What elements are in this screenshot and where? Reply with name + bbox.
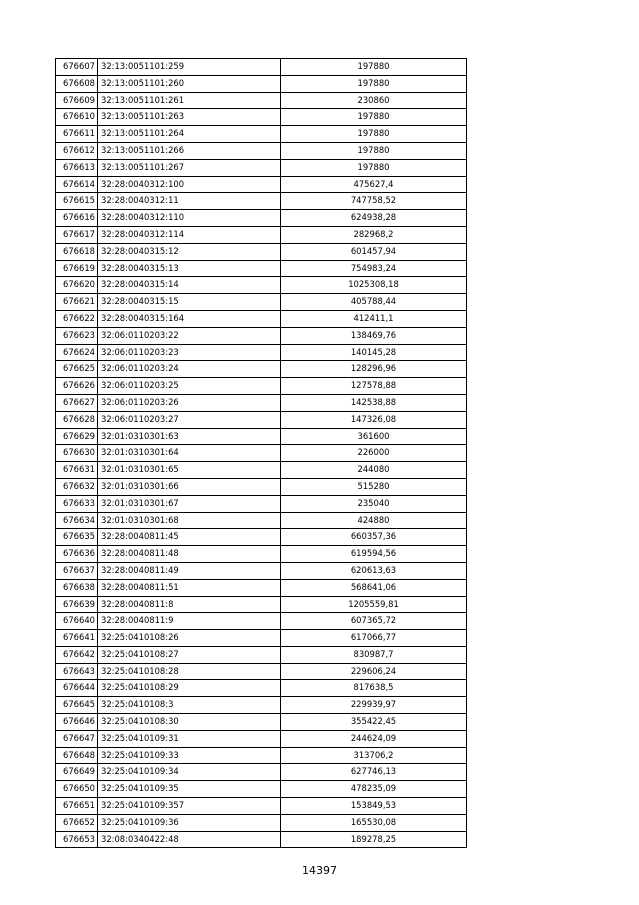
cadastral-value-cell: 197880 — [281, 75, 467, 92]
cadastral-value-cell: 147326,08 — [281, 411, 467, 428]
cadastral-number-cell: 32:13:0051101:261 — [98, 92, 281, 109]
table-row — [56, 512, 467, 529]
cadastral-value-cell: 128296,96 — [281, 361, 467, 378]
row-id-cell: 676635 — [56, 529, 98, 546]
cadastral-value-cell: 229939,97 — [281, 697, 467, 714]
table-row — [56, 75, 467, 92]
row-id-cell: 676645 — [56, 697, 98, 714]
table-row — [56, 310, 467, 327]
cadastral-number-cell: 32:28:0040811:51 — [98, 579, 281, 596]
cadastral-number-cell: 32:06:0110203:26 — [98, 394, 281, 411]
cadastral-number-cell: 32:13:0051101:264 — [98, 126, 281, 143]
row-id-cell: 676624 — [56, 344, 98, 361]
cadastral-value-cell: 830987,7 — [281, 646, 467, 663]
cadastral-number-cell: 32:01:0310301:63 — [98, 428, 281, 445]
cadastral-value-cell: 478235,09 — [281, 781, 467, 798]
cadastral-value-cell: 127578,88 — [281, 378, 467, 395]
cadastral-value-cell: 355422,45 — [281, 714, 467, 731]
row-id-cell: 676644 — [56, 680, 98, 697]
row-id-cell: 676649 — [56, 764, 98, 781]
cadastral-value-cell: 619594,56 — [281, 546, 467, 563]
cadastral-number-cell: 32:25:0410108:28 — [98, 663, 281, 680]
cadastral-value-cell: 424880 — [281, 512, 467, 529]
cadastral-value-cell: 1025308,18 — [281, 277, 467, 294]
row-id-cell: 676641 — [56, 630, 98, 647]
table-row — [56, 126, 467, 143]
row-id-cell: 676653 — [56, 831, 98, 848]
table-row — [56, 294, 467, 311]
row-id-cell: 676628 — [56, 411, 98, 428]
cadastral-value-cell: 475627,4 — [281, 176, 467, 193]
cadastral-value-cell: 140145,28 — [281, 344, 467, 361]
cadastral-number-cell: 32:13:0051101:267 — [98, 159, 281, 176]
table-row — [56, 798, 467, 815]
row-id-cell: 676611 — [56, 126, 98, 143]
cadastral-number-cell: 32:28:0040312:110 — [98, 210, 281, 227]
cadastral-value-cell: 197880 — [281, 126, 467, 143]
row-id-cell: 676623 — [56, 327, 98, 344]
table-row — [56, 747, 467, 764]
table-row — [56, 59, 467, 76]
cadastral-value-cell: 197880 — [281, 142, 467, 159]
table-row — [56, 814, 467, 831]
cadastral-number-cell: 32:01:0310301:68 — [98, 512, 281, 529]
cadastral-number-cell: 32:25:0410109:357 — [98, 798, 281, 815]
cadastral-number-cell: 32:28:0040312:100 — [98, 176, 281, 193]
table-row — [56, 243, 467, 260]
cadastral-number-cell: 32:28:0040315:12 — [98, 243, 281, 260]
cadastral-value-cell: 660357,36 — [281, 529, 467, 546]
cadastral-value-cell: 197880 — [281, 59, 467, 76]
row-id-cell: 676616 — [56, 210, 98, 227]
table-row — [56, 781, 467, 798]
table-row — [56, 411, 467, 428]
row-id-cell: 676629 — [56, 428, 98, 445]
cadastral-value-cell: 197880 — [281, 159, 467, 176]
table-row — [56, 680, 467, 697]
table-row — [56, 714, 467, 731]
row-id-cell: 676608 — [56, 75, 98, 92]
row-id-cell: 676620 — [56, 277, 98, 294]
cadastral-value-table — [55, 58, 467, 848]
cadastral-number-cell: 32:25:0410108:3 — [98, 697, 281, 714]
table-row — [56, 92, 467, 109]
table-row — [56, 378, 467, 395]
cadastral-number-cell: 32:25:0410108:29 — [98, 680, 281, 697]
cadastral-number-cell: 32:06:0110203:23 — [98, 344, 281, 361]
row-id-cell: 676639 — [56, 596, 98, 613]
row-id-cell: 676633 — [56, 495, 98, 512]
cadastral-value-cell: 617066,77 — [281, 630, 467, 647]
table-row — [56, 260, 467, 277]
cadastral-number-cell: 32:28:0040811:8 — [98, 596, 281, 613]
row-id-cell: 676627 — [56, 394, 98, 411]
cadastral-number-cell: 32:01:0310301:65 — [98, 462, 281, 479]
row-id-cell: 676634 — [56, 512, 98, 529]
cadastral-value-cell: 361600 — [281, 428, 467, 445]
table-row — [56, 730, 467, 747]
table-row — [56, 562, 467, 579]
row-id-cell: 676622 — [56, 310, 98, 327]
table-row — [56, 646, 467, 663]
cadastral-value-cell: 627746,13 — [281, 764, 467, 781]
cadastral-value-cell: 607365,72 — [281, 613, 467, 630]
table-row — [56, 210, 467, 227]
cadastral-value-cell: 226000 — [281, 445, 467, 462]
row-id-cell: 676613 — [56, 159, 98, 176]
cadastral-value-cell: 601457,94 — [281, 243, 467, 260]
cadastral-number-cell: 32:25:0410108:30 — [98, 714, 281, 731]
cadastral-number-cell: 32:01:0310301:66 — [98, 478, 281, 495]
row-id-cell: 676618 — [56, 243, 98, 260]
table-row — [56, 277, 467, 294]
cadastral-value-cell: 229606,24 — [281, 663, 467, 680]
cadastral-number-cell: 32:13:0051101:263 — [98, 109, 281, 126]
cadastral-number-cell: 32:25:0410109:34 — [98, 764, 281, 781]
cadastral-value-cell: 1205559,81 — [281, 596, 467, 613]
cadastral-value-cell: 313706,2 — [281, 747, 467, 764]
cadastral-value-cell: 412411,1 — [281, 310, 467, 327]
table-row — [56, 546, 467, 563]
row-id-cell: 676612 — [56, 142, 98, 159]
cadastral-number-cell: 32:28:0040811:9 — [98, 613, 281, 630]
table-row — [56, 361, 467, 378]
table-row — [56, 529, 467, 546]
cadastral-value-cell: 568641,06 — [281, 579, 467, 596]
cadastral-number-cell: 32:28:0040811:45 — [98, 529, 281, 546]
row-id-cell: 676617 — [56, 226, 98, 243]
row-id-cell: 676651 — [56, 798, 98, 815]
cadastral-value-cell: 754983,24 — [281, 260, 467, 277]
cadastral-number-cell: 32:28:0040315:15 — [98, 294, 281, 311]
cadastral-value-cell: 244080 — [281, 462, 467, 479]
row-id-cell: 676642 — [56, 646, 98, 663]
table-row — [56, 495, 467, 512]
table-row — [56, 344, 467, 361]
row-id-cell: 676615 — [56, 193, 98, 210]
cadastral-number-cell: 32:08:0340422:48 — [98, 831, 281, 848]
cadastral-number-cell: 32:25:0410109:35 — [98, 781, 281, 798]
row-id-cell: 676648 — [56, 747, 98, 764]
row-id-cell: 676630 — [56, 445, 98, 462]
table-row — [56, 478, 467, 495]
cadastral-table-container — [55, 58, 466, 848]
cadastral-number-cell: 32:01:0310301:64 — [98, 445, 281, 462]
cadastral-number-cell: 32:13:0051101:266 — [98, 142, 281, 159]
cadastral-number-cell: 32:28:0040315:14 — [98, 277, 281, 294]
row-id-cell: 676619 — [56, 260, 98, 277]
cadastral-number-cell: 32:06:0110203:22 — [98, 327, 281, 344]
table-row — [56, 596, 467, 613]
cadastral-number-cell: 32:25:0410109:33 — [98, 747, 281, 764]
table-row — [56, 630, 467, 647]
row-id-cell: 676614 — [56, 176, 98, 193]
row-id-cell: 676631 — [56, 462, 98, 479]
table-row — [56, 613, 467, 630]
row-id-cell: 676640 — [56, 613, 98, 630]
cadastral-value-cell: 747758,52 — [281, 193, 467, 210]
table-row — [56, 193, 467, 210]
cadastral-value-cell: 153849,53 — [281, 798, 467, 815]
cadastral-value-cell: 197880 — [281, 109, 467, 126]
cadastral-number-cell: 32:28:0040315:164 — [98, 310, 281, 327]
cadastral-number-cell: 32:25:0410108:27 — [98, 646, 281, 663]
cadastral-number-cell: 32:28:0040811:48 — [98, 546, 281, 563]
row-id-cell: 676638 — [56, 579, 98, 596]
row-id-cell: 676646 — [56, 714, 98, 731]
cadastral-number-cell: 32:28:0040312:114 — [98, 226, 281, 243]
cadastral-number-cell: 32:25:0410109:31 — [98, 730, 281, 747]
table-row — [56, 831, 467, 848]
table-row — [56, 764, 467, 781]
cadastral-number-cell: 32:25:0410109:36 — [98, 814, 281, 831]
cadastral-number-cell: 32:06:0110203:24 — [98, 361, 281, 378]
cadastral-number-cell: 32:06:0110203:25 — [98, 378, 281, 395]
row-id-cell: 676625 — [56, 361, 98, 378]
page-number: 14397 — [302, 864, 337, 877]
cadastral-number-cell: 32:01:0310301:67 — [98, 495, 281, 512]
cadastral-number-cell: 32:28:0040312:11 — [98, 193, 281, 210]
row-id-cell: 676610 — [56, 109, 98, 126]
row-id-cell: 676632 — [56, 478, 98, 495]
table-row — [56, 428, 467, 445]
table-row — [56, 226, 467, 243]
cadastral-value-cell: 515280 — [281, 478, 467, 495]
cadastral-value-cell: 235040 — [281, 495, 467, 512]
table-row — [56, 394, 467, 411]
table-body — [56, 59, 467, 848]
table-row — [56, 663, 467, 680]
row-id-cell: 676637 — [56, 562, 98, 579]
table-row — [56, 462, 467, 479]
cadastral-value-cell: 244624,09 — [281, 730, 467, 747]
table-row — [56, 579, 467, 596]
cadastral-number-cell: 32:13:0051101:260 — [98, 75, 281, 92]
table-row — [56, 445, 467, 462]
table-row — [56, 142, 467, 159]
cadastral-value-cell: 282968,2 — [281, 226, 467, 243]
row-id-cell: 676650 — [56, 781, 98, 798]
cadastral-number-cell: 32:06:0110203:27 — [98, 411, 281, 428]
row-id-cell: 676626 — [56, 378, 98, 395]
cadastral-value-cell: 817638,5 — [281, 680, 467, 697]
row-id-cell: 676607 — [56, 59, 98, 76]
cadastral-value-cell: 189278,25 — [281, 831, 467, 848]
cadastral-value-cell: 230860 — [281, 92, 467, 109]
row-id-cell: 676643 — [56, 663, 98, 680]
cadastral-value-cell: 624938,28 — [281, 210, 467, 227]
row-id-cell: 676621 — [56, 294, 98, 311]
row-id-cell: 676647 — [56, 730, 98, 747]
row-id-cell: 676652 — [56, 814, 98, 831]
table-row — [56, 697, 467, 714]
table-row — [56, 159, 467, 176]
table-row — [56, 176, 467, 193]
cadastral-value-cell: 620613,63 — [281, 562, 467, 579]
cadastral-value-cell: 165530,08 — [281, 814, 467, 831]
cadastral-value-cell: 138469,76 — [281, 327, 467, 344]
row-id-cell: 676609 — [56, 92, 98, 109]
table-row — [56, 109, 467, 126]
row-id-cell: 676636 — [56, 546, 98, 563]
table-row — [56, 327, 467, 344]
cadastral-number-cell: 32:28:0040315:13 — [98, 260, 281, 277]
cadastral-value-cell: 142538,88 — [281, 394, 467, 411]
cadastral-number-cell: 32:25:0410108:26 — [98, 630, 281, 647]
cadastral-number-cell: 32:28:0040811:49 — [98, 562, 281, 579]
cadastral-value-cell: 405788,44 — [281, 294, 467, 311]
cadastral-number-cell: 32:13:0051101:259 — [98, 59, 281, 76]
